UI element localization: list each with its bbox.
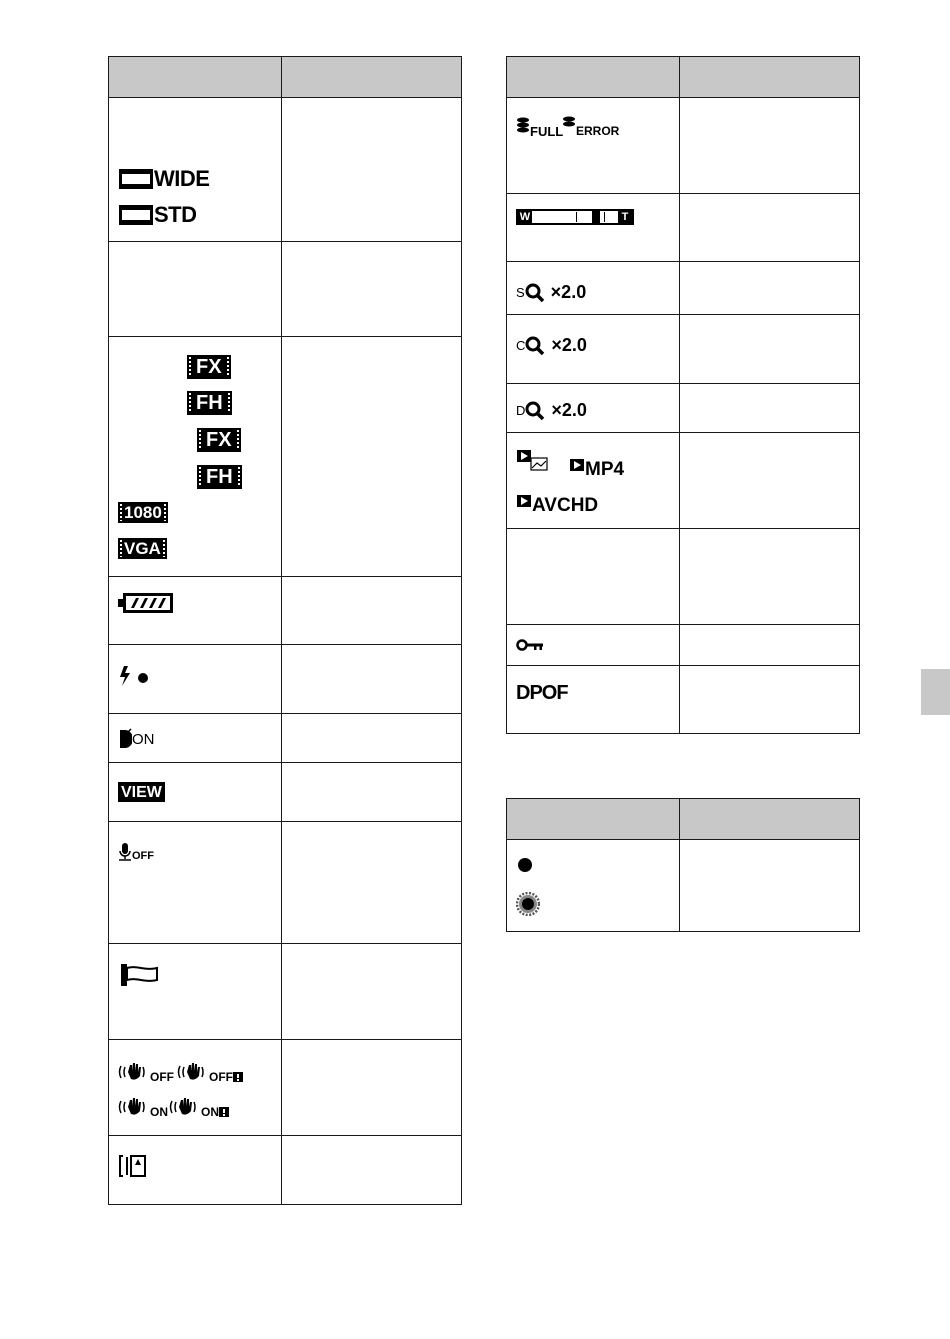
- recording-status-table: [506, 798, 860, 932]
- table-row: [507, 666, 860, 734]
- fx-quality-icon: FX: [187, 355, 231, 379]
- table-row: [109, 577, 462, 645]
- table-row: [109, 98, 462, 242]
- recording-standby-icon: [516, 892, 540, 916]
- 1080-quality-icon: 1080: [118, 502, 168, 523]
- table-row: [109, 1040, 462, 1136]
- table-row: [109, 944, 462, 1040]
- table-row: [507, 384, 860, 433]
- view-mode-icon: VIEW: [118, 782, 165, 802]
- steadyshot-on-icon: ON: [118, 1095, 168, 1119]
- table-header-row: [507, 799, 860, 840]
- table-row: [507, 433, 860, 529]
- standard-screen-icon: STD: [118, 202, 197, 228]
- database-full-icon: FULL: [516, 114, 563, 139]
- table-row: [507, 98, 860, 194]
- table-row: [109, 714, 462, 763]
- mp4-view-icon: MP4: [569, 449, 624, 481]
- table-row: [507, 194, 860, 262]
- steadyshot-off-icon: OFF: [118, 1060, 174, 1084]
- fh-quality-icon: FH: [197, 465, 242, 489]
- battery-icon: [118, 592, 174, 614]
- microphone-off-icon: OFF: [118, 841, 154, 863]
- flash-charging-icon: [118, 665, 154, 687]
- database-error-icon: ERROR: [562, 114, 619, 138]
- right-icon-table: [506, 56, 860, 734]
- table-row: [109, 337, 462, 577]
- recording-icon: [516, 856, 534, 874]
- table-row: [109, 1136, 462, 1205]
- af-illuminator-icon: ON: [118, 728, 155, 750]
- table-row: [109, 763, 462, 822]
- fx-quality-icon: FX: [197, 428, 241, 452]
- wind-noise-reduction-icon: [118, 962, 160, 988]
- table-header-row: [109, 57, 462, 98]
- left-icon-table: [108, 56, 462, 1205]
- clear-image-zoom-icon: C ×2.0: [516, 335, 587, 355]
- table-row: [507, 625, 860, 666]
- table-row: [507, 529, 860, 625]
- table-row: [109, 645, 462, 714]
- avchd-view-icon: AVCHD: [516, 485, 598, 517]
- protect-key-icon: [516, 637, 544, 653]
- digital-zoom-icon: D ×2.0: [516, 400, 587, 420]
- table-row: [109, 822, 462, 944]
- steadyshot-off-warning-icon: OFF: [177, 1060, 243, 1084]
- fh-quality-icon: FH: [187, 391, 232, 415]
- zoom-scale-icon: W T: [516, 209, 634, 225]
- table-header-row: [507, 57, 860, 98]
- wide-screen-icon: WIDE: [118, 166, 209, 192]
- table-row: [507, 262, 860, 315]
- table-row: [507, 315, 860, 384]
- overheating-warning-icon: [118, 1154, 148, 1178]
- still-image-view-icon: [516, 449, 550, 473]
- vga-quality-icon: VGA: [118, 538, 167, 559]
- table-row: [507, 840, 860, 932]
- chapter-tab: [921, 669, 950, 715]
- steadyshot-on-warning-icon: ON: [169, 1095, 229, 1119]
- smart-zoom-icon: S ×2.0: [516, 282, 587, 302]
- dpof-icon: DPOF: [516, 682, 568, 704]
- table-row: [109, 242, 462, 337]
